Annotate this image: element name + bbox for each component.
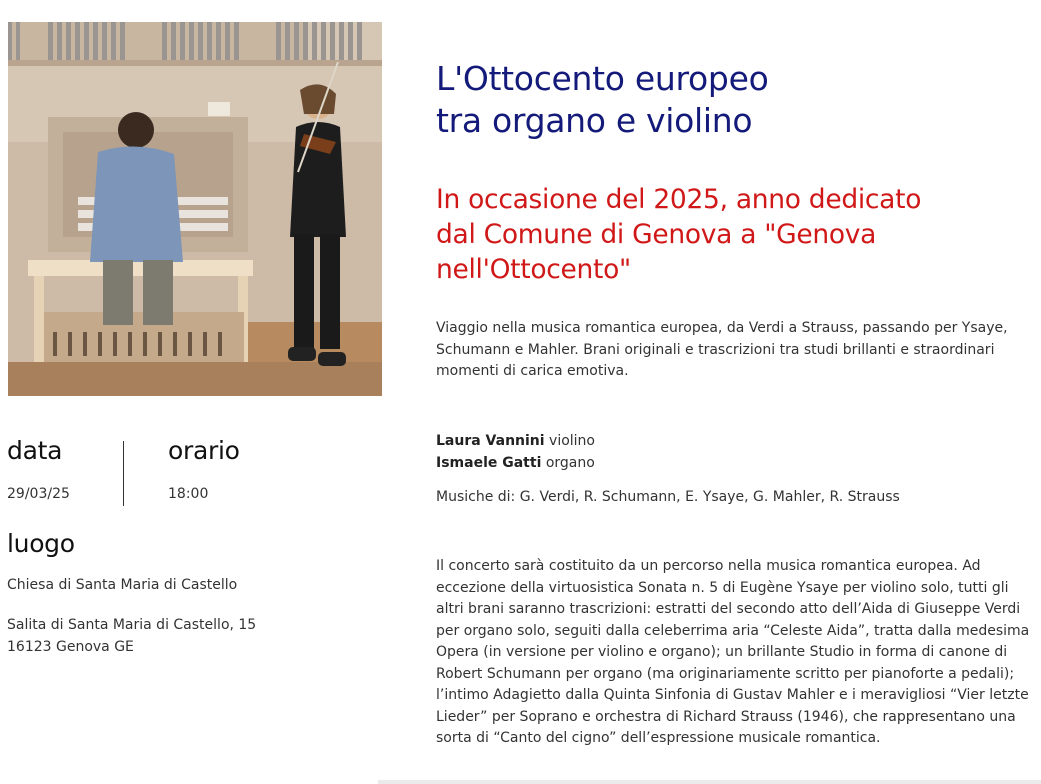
place-name: Chiesa di Santa Maria di Castello xyxy=(7,577,238,593)
performer-name: Ismaele Gatti xyxy=(436,455,542,471)
subtitle-line-3: nell'Ottocento" xyxy=(436,254,631,285)
subtitle-line-2: dal Comune di Genova a "Genova xyxy=(436,219,877,250)
address-line1: Salita di Santa Maria di Castello, 15 xyxy=(7,617,257,633)
date-label: data xyxy=(7,436,63,465)
details-divider xyxy=(123,441,124,506)
event-photo xyxy=(8,22,382,396)
event-intro: Viaggio nella musica romantica europea, da Verdi a Strauss, passando per Ysaye, Schumann e Mahler. Brani originali e trascrizioni tra studi brillanti e straordinari momenti di carica emotiva. xyxy=(436,320,1008,379)
subtitle-line-1: In occasione del 2025, anno dedicato xyxy=(436,184,922,215)
event-title xyxy=(436,58,996,142)
time-label: orario xyxy=(168,436,240,465)
title-line-2: tra organo e violino xyxy=(436,101,753,140)
title-line-1: L'Ottocento europeo xyxy=(436,59,769,98)
bottom-divider xyxy=(378,780,1041,784)
composers-line: Musiche di: G. Verdi, R. Schumann, E. Ysaye, G. Mahler, R. Strauss xyxy=(436,489,900,505)
time-value: 18:00 xyxy=(168,486,209,502)
date-value: 29/03/25 xyxy=(7,486,70,502)
performer-role: violino xyxy=(549,433,595,449)
performer-name: Laura Vannini xyxy=(436,433,545,449)
event-description: Il concerto sarà costituito da un percorso nella musica romantica europea. Ad eccezione della virtuosistica Sonata n. 5 di Eugène Ysaye per violino solo, tutti gli altri brani saranno trascrizioni: estratti del secondo atto dell’Aida di Giuseppe Verdi per organo solo, seguiti dalla celeberrima aria “Celeste Aida”, tratta dalla medesima Opera (in versione per violino e organo); un brillante Studio in forma di canone di Robert Schumann per organo (ma originariamente scritto per pianoforte a pedali); l’intimo Adagietto dalla Quinta Sinfonia di Gustav Mahler e i meravigliosi “Vier letzte Lieder” per Soprano e orchestra di Richard Strauss (1946), che rappresentano una sorta di “Canto del cigno” dell’espressione musicale romantica. xyxy=(436,558,1030,746)
address-line2: 16123 Genova GE xyxy=(7,639,134,655)
place-label: luogo xyxy=(7,529,75,558)
performers-list xyxy=(436,430,1031,474)
performer-role: organo xyxy=(545,455,595,471)
event-subtitle xyxy=(436,182,1026,287)
